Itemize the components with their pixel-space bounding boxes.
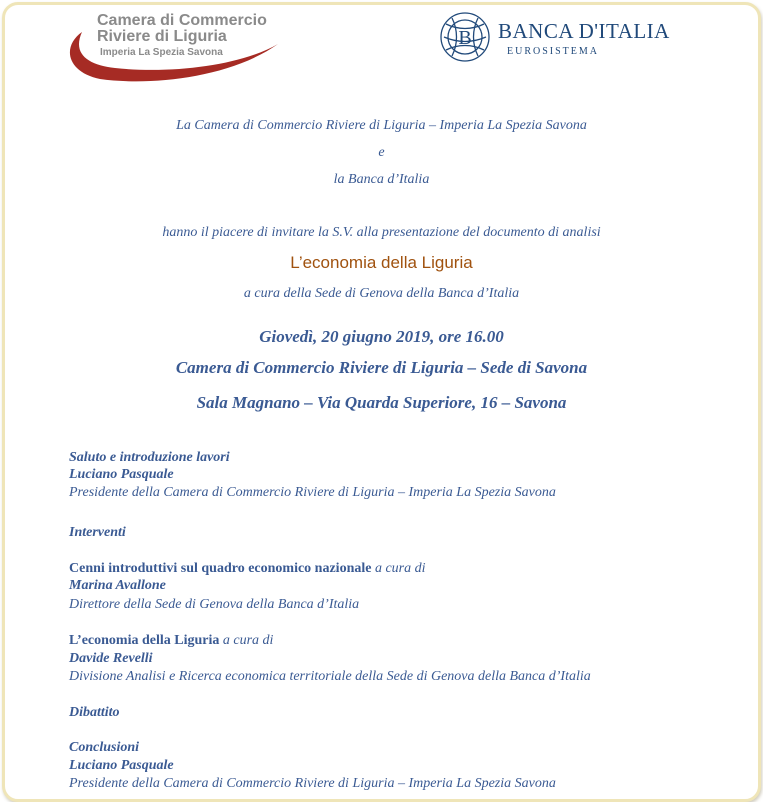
curated-by-line: a cura della Sede di Genova della Banca d’Italia — [243, 286, 520, 301]
talk2-title: L’economia della Liguria — [69, 633, 220, 648]
conclusions-speaker-role: Presidente della Camera di Commercio Riviere di Liguria – Imperia La Spezia Savona — [69, 776, 556, 791]
conjunction-line: e — [378, 145, 385, 160]
host-line: La Camera di Commercio Riviere di Liguria – Imperia La Spezia Savona — [176, 118, 587, 133]
invite-line: hanno il piacere di invitare la S.V. alla presentazione del documento di analisi — [162, 225, 601, 240]
document-title: L’economia della Liguria — [290, 253, 473, 272]
talk2-speaker-name: Davide Revelli — [69, 651, 153, 666]
svg-text:B: B — [458, 27, 472, 49]
banca-italia-name: BANCA D'ITALIA — [498, 19, 670, 43]
event-venue: Camera di Commercio Riviere di Liguria – Sede di Savona — [175, 358, 588, 377]
event-address: Sala Magnano – Via Quarda Superiore, 16 – Savona — [196, 393, 567, 412]
cohost-line: la Banca d’Italia — [333, 172, 430, 187]
talk1-title: Cenni introduttivi sul quadro economico nazionale — [69, 561, 372, 576]
welcome-heading: Saluto e introduzione lavori — [69, 450, 230, 465]
talk1-speaker-name: Marina Avallone — [69, 578, 166, 593]
welcome-speaker-role: Presidente della Camera di Commercio Riviere di Liguria – Imperia La Spezia Savona — [69, 485, 556, 500]
conclusions-heading: Conclusioni — [69, 740, 140, 755]
talk1-by: a cura di — [371, 561, 426, 576]
camera-logo-line1: Camera di Commercio — [97, 12, 267, 29]
welcome-speaker-name: Luciano Pasquale — [69, 467, 174, 482]
debate-heading: Dibattito — [69, 705, 120, 720]
interventi-heading: Interventi — [69, 525, 126, 540]
camera-logo-line3: Imperia La Spezia Savona — [100, 47, 223, 58]
camera-commercio-logo — [60, 10, 280, 84]
event-date: Giovedì, 20 giugno 2019, ore 16.00 — [259, 327, 504, 346]
talk1-speaker-role: Direttore della Sede di Genova della Banca d’Italia — [69, 597, 360, 612]
camera-logo-line2: Riviere di Liguria — [97, 28, 227, 45]
talk1-line — [69, 561, 426, 577]
talk2-speaker-role: Divisione Analisi e Ricerca economica territoriale della Sede di Genova della Banca d’Italia — [69, 669, 591, 684]
conclusions-speaker-name: Luciano Pasquale — [69, 758, 174, 773]
banca-italia-logo — [438, 10, 684, 68]
banca-italia-subtitle: EUROSISTEMA — [507, 46, 600, 57]
banca-italia-emblem-icon — [438, 10, 492, 64]
talk2-by: a cura di — [219, 633, 274, 648]
talk2-line — [69, 633, 273, 649]
